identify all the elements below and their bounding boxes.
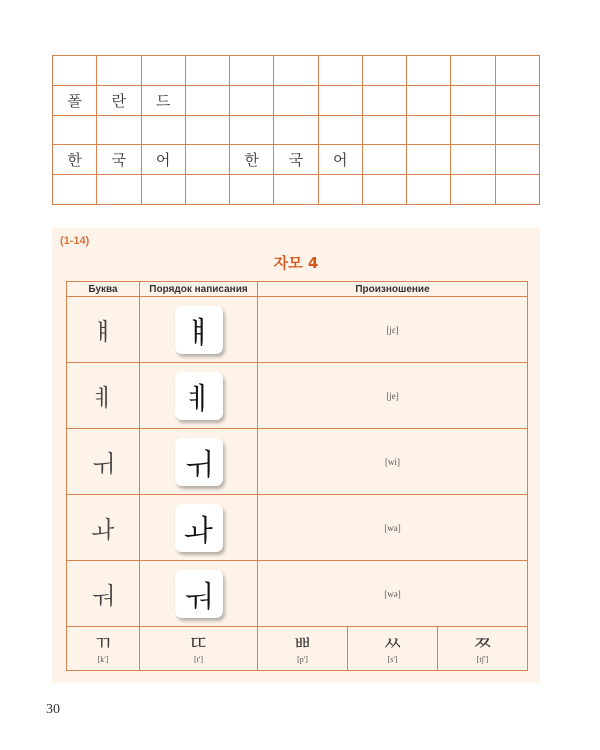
practice-cell xyxy=(363,116,407,146)
jamo-table xyxy=(66,281,528,671)
vowel-letter: ㅝ xyxy=(67,561,140,627)
tense-consonant-letter: ㅉ xyxy=(472,630,493,655)
practice-cell xyxy=(230,56,274,86)
practice-cell xyxy=(142,56,186,86)
practice-cell xyxy=(451,175,495,205)
tense-consonant-ipa: [s'] xyxy=(387,654,398,664)
practice-cell xyxy=(407,175,451,205)
practice-cell xyxy=(363,86,407,116)
practice-cell xyxy=(53,175,97,205)
practice-cell xyxy=(97,56,141,86)
header-pronunciation: Произношение xyxy=(258,282,528,297)
practice-cell: 국 xyxy=(274,145,318,175)
practice-cell: 어 xyxy=(142,145,186,175)
stroke-order-cell xyxy=(140,297,258,363)
practice-cell: 어 xyxy=(319,145,363,175)
practice-cell xyxy=(407,145,451,175)
tense-consonant-ipa: [k'] xyxy=(97,654,109,664)
vowel-row xyxy=(67,561,528,627)
practice-cell: 국 xyxy=(97,145,141,175)
practice-cell xyxy=(496,116,540,146)
practice-cell xyxy=(319,86,363,116)
tense-consonant-cell xyxy=(438,627,528,671)
pronunciation-text: [wə] xyxy=(258,561,528,627)
tense-consonant-letter: ㅆ xyxy=(382,630,403,655)
practice-cell: 란 xyxy=(97,86,141,116)
tense-consonant-cell xyxy=(67,627,140,671)
vowel-row xyxy=(67,363,528,429)
vowel-letter: ㅖ xyxy=(67,363,140,429)
practice-cell: 한 xyxy=(53,145,97,175)
practice-cell xyxy=(319,56,363,86)
practice-cell xyxy=(274,175,318,205)
practice-cell xyxy=(274,56,318,86)
practice-cell xyxy=(230,86,274,116)
header-letter: Буква xyxy=(67,282,140,297)
pronunciation-text: [je] xyxy=(258,363,528,429)
vowel-letter: ㅒ xyxy=(67,297,140,363)
header-stroke-order: Порядок написания xyxy=(140,282,258,297)
tense-consonant-row xyxy=(67,627,528,671)
practice-cell xyxy=(407,116,451,146)
stroke-order-cell xyxy=(140,363,258,429)
tense-consonant-ipa: [tʃ'] xyxy=(476,654,489,664)
pronunciation-text: [wa] xyxy=(258,495,528,561)
stroke-order-card: ㅝ xyxy=(175,570,223,618)
practice-cell xyxy=(53,116,97,146)
vowel-row xyxy=(67,297,528,363)
tense-consonant-letter: ㄸ xyxy=(188,630,209,655)
practice-cell xyxy=(407,56,451,86)
lesson-title: 자모 4 xyxy=(273,254,319,272)
tense-consonant-ipa: [p'] xyxy=(297,654,308,664)
tense-consonant-letter: ㄲ xyxy=(93,630,113,655)
tense-consonant-cell xyxy=(258,627,348,671)
practice-cell xyxy=(230,116,274,146)
stroke-order-card: ㅟ xyxy=(175,438,223,486)
jamo-lesson-panel xyxy=(52,228,540,683)
tense-consonant-cell xyxy=(140,627,258,671)
vowel-row xyxy=(67,495,528,561)
practice-cell xyxy=(451,145,495,175)
practice-cell xyxy=(142,116,186,146)
practice-cell xyxy=(97,175,141,205)
practice-cell xyxy=(230,175,274,205)
stroke-order-card: ㅒ xyxy=(175,306,223,354)
practice-cell xyxy=(451,116,495,146)
tense-consonant-cell xyxy=(348,627,438,671)
vowel-row xyxy=(67,429,528,495)
practice-cell xyxy=(451,56,495,86)
practice-cell xyxy=(363,145,407,175)
page-number: 30 xyxy=(46,702,60,717)
practice-cell xyxy=(142,175,186,205)
practice-cell: 폴 xyxy=(53,86,97,116)
stroke-order-cell xyxy=(140,495,258,561)
vowel-letter: ㅘ xyxy=(67,495,140,561)
practice-cell xyxy=(97,116,141,146)
pronunciation-text: [jɛ] xyxy=(258,297,528,363)
practice-cell xyxy=(186,86,230,116)
practice-cell xyxy=(274,86,318,116)
practice-cell xyxy=(407,86,451,116)
practice-cell xyxy=(53,56,97,86)
stroke-order-card: ㅘ xyxy=(175,504,223,552)
practice-cell xyxy=(363,175,407,205)
stroke-order-card: ㅖ xyxy=(175,372,223,420)
tense-consonant-ipa: [t'] xyxy=(194,654,203,664)
practice-cell xyxy=(363,56,407,86)
stroke-order-cell xyxy=(140,429,258,495)
practice-cell xyxy=(186,175,230,205)
writing-practice-grid xyxy=(52,55,540,205)
practice-cell xyxy=(319,116,363,146)
practice-cell: 드 xyxy=(142,86,186,116)
practice-cell: 한 xyxy=(230,145,274,175)
practice-cell xyxy=(496,145,540,175)
practice-cell xyxy=(319,175,363,205)
pronunciation-text: [wi] xyxy=(258,429,528,495)
practice-cell xyxy=(451,86,495,116)
vowel-letter: ㅟ xyxy=(67,429,140,495)
stroke-order-cell xyxy=(140,561,258,627)
practice-cell xyxy=(186,116,230,146)
audio-track-code: (1-14) xyxy=(60,235,90,247)
practice-cell xyxy=(186,56,230,86)
practice-cell xyxy=(186,145,230,175)
tense-consonant-letter: ㅃ xyxy=(292,630,313,655)
practice-cell xyxy=(274,116,318,146)
practice-cell xyxy=(496,56,540,86)
practice-cell xyxy=(496,175,540,205)
practice-cell xyxy=(496,86,540,116)
